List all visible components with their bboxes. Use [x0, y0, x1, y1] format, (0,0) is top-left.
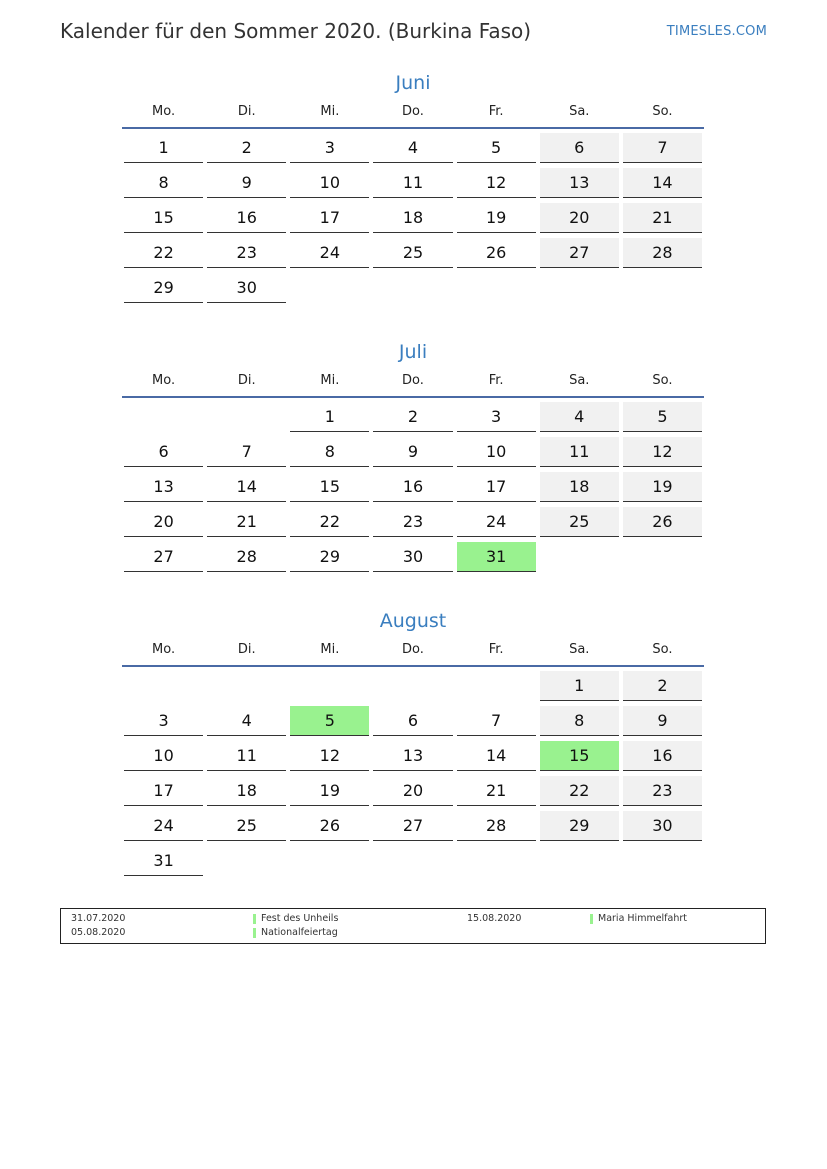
day-cell: 15 — [124, 203, 203, 233]
day-cell: 24 — [457, 507, 536, 537]
day-cell: 26 — [623, 507, 702, 537]
empty-cell — [373, 671, 452, 701]
day-cell: 12 — [457, 168, 536, 198]
day-cell: 18 — [373, 203, 452, 233]
day-cell: 17 — [124, 776, 203, 806]
weekday-label: Mo. — [152, 642, 176, 657]
weekday-header — [122, 642, 704, 667]
weekday-header — [122, 104, 704, 129]
day-cell: 19 — [457, 203, 536, 233]
day-cell: 25 — [540, 507, 619, 537]
day-cell: 1 — [124, 133, 203, 163]
empty-cell — [207, 402, 286, 432]
holiday-day-cell: 31 — [457, 542, 536, 572]
day-cell: 5 — [457, 133, 536, 163]
day-cell: 19 — [623, 472, 702, 502]
legend-date: 15.08.2020 — [467, 913, 522, 924]
day-cell: 30 — [623, 811, 702, 841]
day-cell: 7 — [457, 706, 536, 736]
day-cell: 30 — [373, 542, 452, 572]
weekday-label: Sa. — [569, 104, 590, 119]
day-cell: 2 — [207, 133, 286, 163]
day-cell: 4 — [373, 133, 452, 163]
day-cell: 30 — [207, 273, 286, 303]
day-cell: 17 — [457, 472, 536, 502]
weekday-label: Fr. — [488, 104, 504, 119]
day-cell: 23 — [623, 776, 702, 806]
day-cell: 7 — [207, 437, 286, 467]
day-cell: 14 — [623, 168, 702, 198]
day-cell: 10 — [457, 437, 536, 467]
day-cell: 29 — [290, 542, 369, 572]
day-cell: 1 — [540, 671, 619, 701]
day-cell: 27 — [540, 238, 619, 268]
month-juli — [122, 339, 704, 572]
day-cell: 9 — [623, 706, 702, 736]
day-cell: 12 — [623, 437, 702, 467]
day-cell: 18 — [540, 472, 619, 502]
empty-cell — [207, 671, 286, 701]
weekday-label: So. — [652, 104, 673, 119]
day-cell: 11 — [207, 741, 286, 771]
day-cell: 3 — [457, 402, 536, 432]
day-cell: 29 — [124, 273, 203, 303]
day-cell: 17 — [290, 203, 369, 233]
weekday-label: Do. — [402, 373, 424, 388]
day-cell: 7 — [623, 133, 702, 163]
day-cell: 22 — [290, 507, 369, 537]
day-cell: 25 — [207, 811, 286, 841]
day-cell: 13 — [373, 741, 452, 771]
empty-cell — [290, 671, 369, 701]
weekday-label: Di. — [237, 642, 256, 657]
day-cell: 2 — [373, 402, 452, 432]
weekday-label: Sa. — [569, 642, 590, 657]
day-cell: 4 — [540, 402, 619, 432]
day-cell: 14 — [457, 741, 536, 771]
empty-cell — [124, 402, 203, 432]
day-cell: 24 — [124, 811, 203, 841]
day-cell: 15 — [290, 472, 369, 502]
day-cell: 20 — [373, 776, 452, 806]
day-cell: 20 — [540, 203, 619, 233]
day-grid — [122, 402, 704, 572]
weekday-label: So. — [652, 373, 673, 388]
page-title: Kalender für den Sommer 2020. (Burkina Faso) — [60, 19, 532, 43]
weekday-label: Mo. — [152, 104, 176, 119]
day-cell: 24 — [290, 238, 369, 268]
day-cell: 20 — [124, 507, 203, 537]
day-cell: 6 — [124, 437, 203, 467]
day-cell: 18 — [207, 776, 286, 806]
weekday-label: Di. — [237, 373, 256, 388]
day-cell: 2 — [623, 671, 702, 701]
weekday-label: Mi. — [320, 104, 340, 119]
day-cell: 21 — [207, 507, 286, 537]
holiday-legend — [60, 908, 766, 944]
month-august — [122, 608, 704, 876]
weekday-label: Fr. — [488, 642, 504, 657]
weekday-label: Sa. — [569, 373, 590, 388]
weekday-label: Do. — [402, 104, 424, 119]
weekday-label: Do. — [402, 642, 424, 657]
day-cell: 5 — [623, 402, 702, 432]
legend-holiday-name: Fest des Unheils — [261, 913, 339, 924]
day-cell: 21 — [457, 776, 536, 806]
weekday-label: Mi. — [320, 373, 340, 388]
day-cell: 9 — [373, 437, 452, 467]
day-cell: 14 — [207, 472, 286, 502]
day-cell: 10 — [290, 168, 369, 198]
day-cell: 10 — [124, 741, 203, 771]
day-cell: 11 — [373, 168, 452, 198]
holiday-color-swatch — [590, 914, 593, 924]
month-title: Juli — [398, 341, 428, 363]
day-cell: 28 — [207, 542, 286, 572]
day-cell: 13 — [124, 472, 203, 502]
day-cell: 28 — [623, 238, 702, 268]
day-cell: 26 — [457, 238, 536, 268]
empty-cell — [124, 671, 203, 701]
day-cell: 4 — [207, 706, 286, 736]
legend-date: 05.08.2020 — [71, 927, 126, 938]
day-cell: 31 — [124, 846, 203, 876]
weekday-label: Mi. — [320, 642, 340, 657]
day-cell: 23 — [207, 238, 286, 268]
day-cell: 26 — [290, 811, 369, 841]
day-cell: 29 — [540, 811, 619, 841]
month-title: Juni — [395, 72, 431, 94]
day-cell: 16 — [373, 472, 452, 502]
day-cell: 22 — [124, 238, 203, 268]
legend-holiday-name: Maria Himmelfahrt — [598, 913, 687, 924]
month-juni — [122, 70, 704, 303]
day-cell: 19 — [290, 776, 369, 806]
day-cell: 27 — [124, 542, 203, 572]
weekday-label: Fr. — [488, 373, 504, 388]
day-cell: 8 — [540, 706, 619, 736]
day-cell: 28 — [457, 811, 536, 841]
day-cell: 9 — [207, 168, 286, 198]
day-cell: 22 — [540, 776, 619, 806]
day-cell: 8 — [290, 437, 369, 467]
weekday-label: Di. — [237, 104, 256, 119]
day-cell: 21 — [623, 203, 702, 233]
day-grid — [122, 133, 704, 303]
holiday-day-cell: 15 — [540, 741, 619, 771]
day-cell: 27 — [373, 811, 452, 841]
holiday-day-cell: 5 — [290, 706, 369, 736]
month-title: August — [379, 610, 447, 632]
site-link[interactable]: TIMESLES.COM — [666, 24, 767, 39]
empty-cell — [457, 671, 536, 701]
day-cell: 11 — [540, 437, 619, 467]
day-cell: 8 — [124, 168, 203, 198]
day-cell: 3 — [290, 133, 369, 163]
holiday-color-swatch — [253, 928, 256, 938]
day-cell: 13 — [540, 168, 619, 198]
weekday-header — [122, 373, 704, 398]
day-cell: 1 — [290, 402, 369, 432]
holiday-color-swatch — [253, 914, 256, 924]
day-cell: 16 — [623, 741, 702, 771]
day-cell: 16 — [207, 203, 286, 233]
weekday-label: Mo. — [152, 373, 176, 388]
legend-date: 31.07.2020 — [71, 913, 126, 924]
legend-holiday-name: Nationalfeiertag — [261, 927, 338, 938]
day-cell: 23 — [373, 507, 452, 537]
day-cell: 25 — [373, 238, 452, 268]
day-cell: 6 — [373, 706, 452, 736]
day-cell: 3 — [124, 706, 203, 736]
day-grid — [122, 671, 704, 876]
day-cell: 6 — [540, 133, 619, 163]
weekday-label: So. — [652, 642, 673, 657]
day-cell: 12 — [290, 741, 369, 771]
